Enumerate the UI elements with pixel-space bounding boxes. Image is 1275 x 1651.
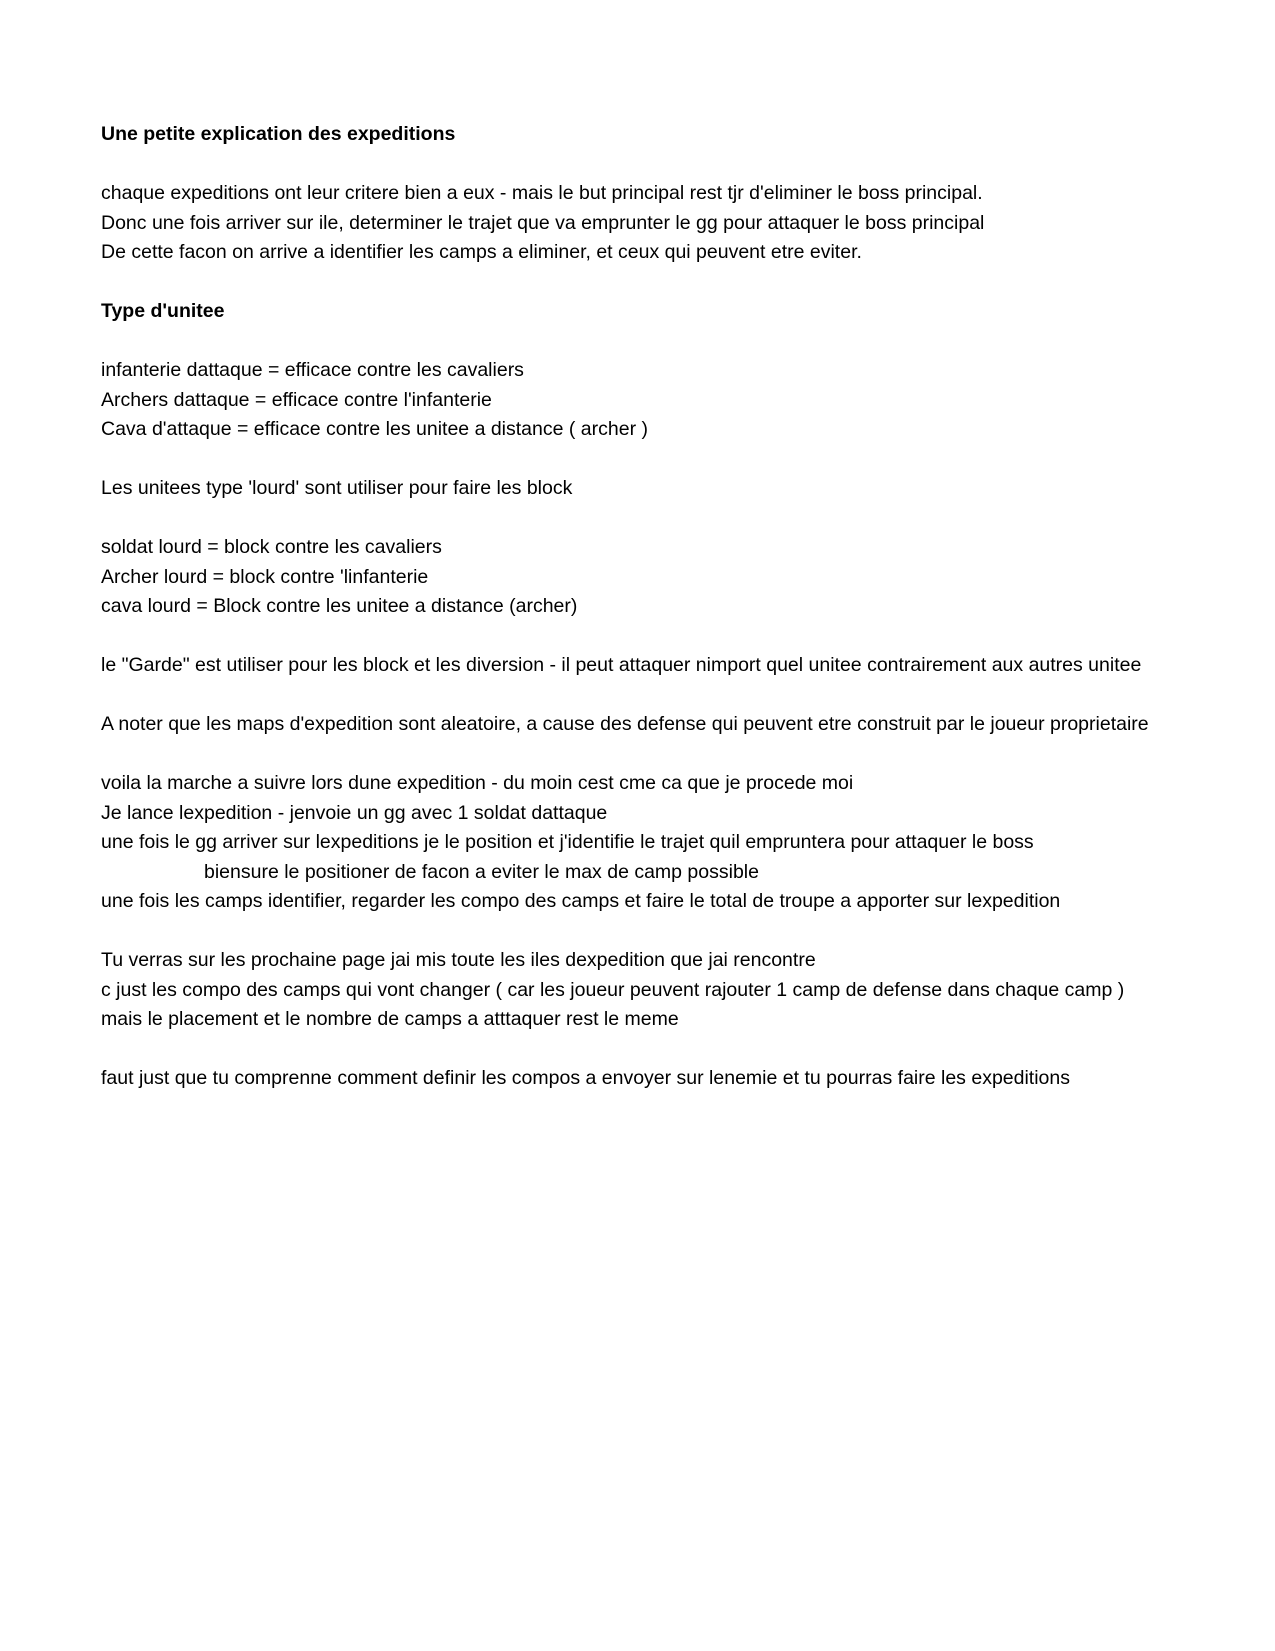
body-paragraph: [101, 533, 1061, 622]
paragraph-spacer: [101, 622, 1061, 652]
text-line: Archer lourd = block contre 'linfanterie: [101, 565, 429, 588]
body-paragraph: [101, 887, 1061, 917]
text-line: une fois les camps identifier, regarder les compo des camps et faire le total de troupe a apporter sur lexpedition: [101, 890, 1061, 912]
paragraph-spacer: [101, 150, 1061, 180]
body-paragraph: [101, 1064, 1071, 1094]
text-line: une fois le gg arriver sur lexpeditions je le position et j'identifie le trajet quil empruntera pour attaquer le boss: [101, 831, 1034, 853]
body-paragraph: [101, 651, 1142, 681]
text-line: infanterie dattaque = efficace contre les cavaliers: [101, 359, 524, 381]
body-paragraph: [101, 179, 1061, 268]
section-heading: [101, 297, 1061, 327]
body-paragraph: [101, 769, 1061, 858]
text-line: Donc une fois arriver sur ile, determiner le trajet que va emprunter le gg pour attaquer le boss principal: [101, 211, 985, 234]
text-line: c just les compo des camps qui vont changer ( car les joueur peuvent rajouter 1 camp de defense dans chaque camp ): [101, 978, 1125, 1001]
heading-line: Une petite explication des expeditions: [101, 123, 456, 145]
paragraph-spacer: [101, 1035, 1061, 1065]
body-paragraph: [101, 710, 1149, 740]
text-line: cava lourd = Block contre les unitee a distance (archer): [101, 595, 578, 617]
text-line: Je lance lexpedition - jenvoie un gg avec 1 soldat dattaque: [101, 801, 608, 824]
text-line: faut just que tu comprenne comment definir les compos a envoyer sur lenemie et tu pourras faire les expeditions: [101, 1067, 1071, 1089]
text-line: mais le placement et le nombre de camps a atttaquer rest le meme: [101, 1008, 679, 1030]
paragraph-spacer: [101, 327, 1061, 357]
body-paragraph: [101, 946, 1125, 1035]
text-line: Tu verras sur les prochaine page jai mis toute les iles dexpedition que jai rencontre: [101, 949, 816, 971]
text-line: A noter que les maps d'expedition sont aleatoire, a cause des defense qui peuvent etre construit par le joueur proprietaire: [101, 713, 1149, 735]
paragraph-spacer: [101, 681, 1061, 711]
text-line: De cette facon on arrive a identifier les camps a eliminer, et ceux qui peuvent etre eviter.: [101, 241, 862, 263]
paragraph-spacer: [101, 445, 1061, 475]
text-line: Cava d'attaque = efficace contre les unitee a distance ( archer ): [101, 418, 648, 440]
section-heading: [101, 120, 1061, 150]
text-line: Les unitees type 'lourd' sont utiliser pour faire les block: [101, 477, 573, 499]
body-paragraph: [101, 356, 1061, 445]
paragraph-spacer: [101, 740, 1061, 770]
paragraph-spacer: [101, 917, 1061, 947]
heading-line: Type d'unitee: [101, 300, 225, 322]
body-paragraph: [101, 474, 1061, 504]
document-body: [101, 120, 1149, 1094]
text-line: soldat lourd = block contre les cavaliers: [101, 536, 442, 558]
text-line: voila la marche a suivre lors dune expedition - du moin cest cme ca que je procede moi: [101, 772, 854, 794]
text-line: Archers dattaque = efficace contre l'infanterie: [101, 388, 492, 411]
text-line: chaque expeditions ont leur critere bien a eux - mais le but principal rest tjr d'eliminer le boss principal.: [101, 182, 983, 204]
text-line: biensure le positioner de facon a eviter le max de camp possible: [204, 860, 759, 883]
paragraph-spacer: [101, 504, 1061, 534]
indented-paragraph: [101, 858, 1061, 888]
text-line: le "Garde" est utiliser pour les block et les diversion - il peut attaquer nimport quel unitee contrairement aux autres unitee: [101, 654, 1142, 676]
paragraph-spacer: [101, 268, 1061, 298]
